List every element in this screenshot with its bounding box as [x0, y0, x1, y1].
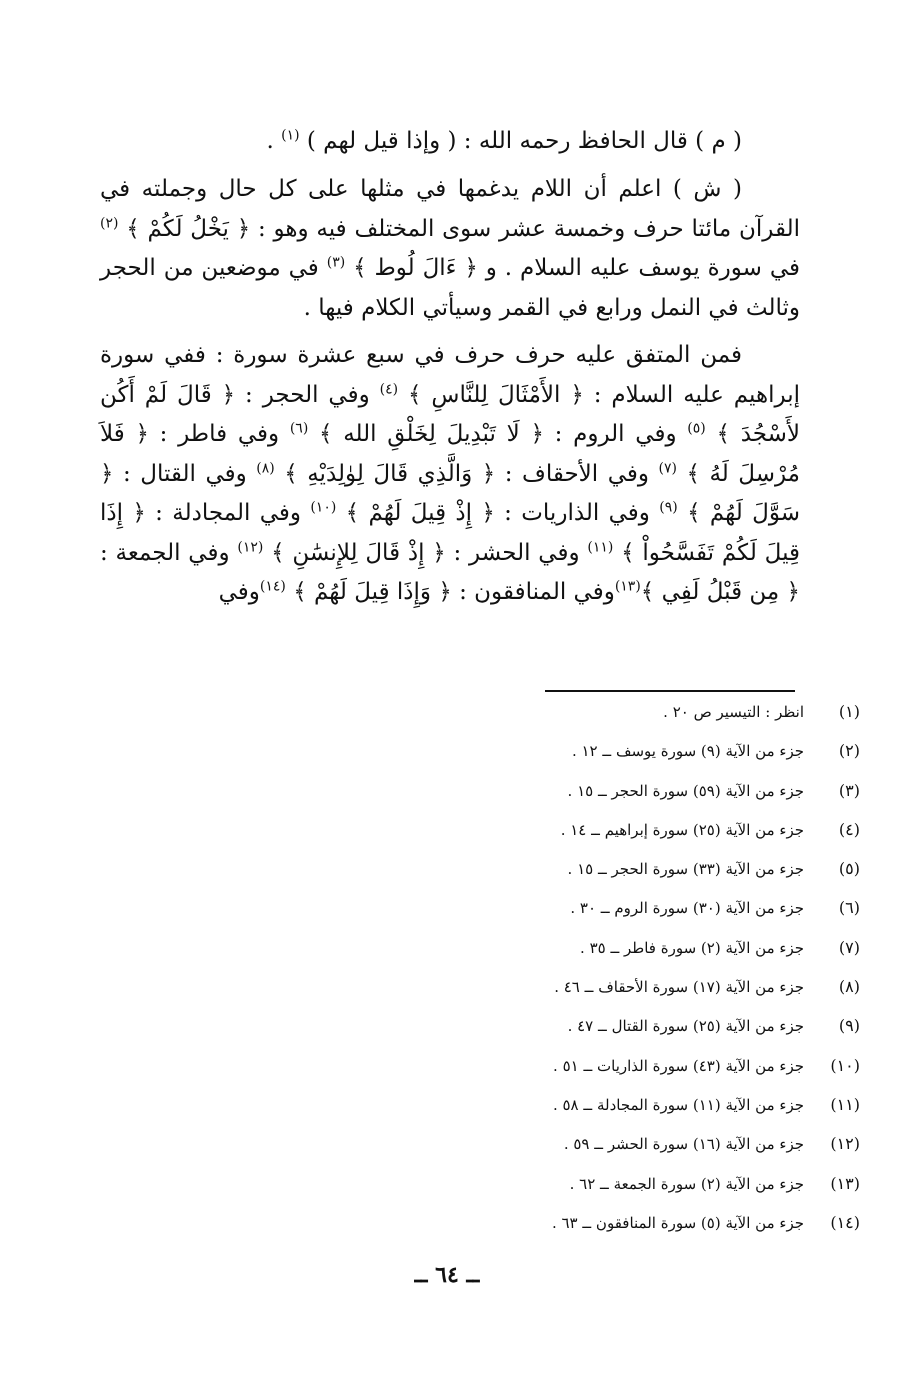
heading-text: ( م ) قال الحافظ رحمه الله : ( وإذا قيل لهم ): [306, 128, 742, 154]
footnote-number: (٧): [838, 937, 860, 957]
footnote-number: (١٢): [830, 1134, 860, 1154]
footnote-number: (١): [838, 702, 860, 721]
paragraph-2-part-9: وفي الحشر : ﴿ إِذْ قَالَ لِلإِنسَٰنِ ﴾: [271, 539, 588, 566]
footnote-item: [340, 702, 860, 741]
footnote-ref-3[interactable]: (٣): [326, 254, 346, 271]
footnote-item: [340, 1134, 860, 1173]
footnote-text: جزء من الآية (٤٣) سورة الذاريات ــ ٥١ .: [553, 1056, 804, 1075]
footnote-number: (٦): [838, 898, 860, 918]
footnote-number: (٩): [838, 1016, 860, 1036]
footnote-item: [340, 820, 860, 859]
paragraph-2-part-5: وفي الأحقاف : ﴿ وَالَّذِي قَالَ لِوٰلِدَيْهِ ﴾: [284, 460, 659, 487]
footnote-text: جزء من الآية (١٦) سورة الحشر ــ ٥٩ .: [563, 1135, 804, 1154]
paragraph-2-part-7: وفي الذاريات : ﴿ إِذْ قِيلَ لَهُمْ ﴾: [345, 500, 660, 526]
footnote-item: [340, 1174, 860, 1213]
paragraph-2-part-2: وفي الحجر : ﴿ قَالَ لَمْ أَكُن لأَسْجُدَ ﴾: [100, 381, 801, 447]
footnote-number: (١١): [830, 1094, 860, 1114]
footnote-ref-4[interactable]: (٤): [379, 380, 399, 397]
paragraph-1-part-2: في سورة يوسف عليه السلام . و ﴿ ءَالَ لُوط ﴾: [353, 255, 801, 281]
footnote-text: جزء من الآية (٢٥) سورة القتال ــ ٤٧ .: [567, 1017, 804, 1036]
footnote-divider: [545, 690, 795, 692]
footnote-item: [340, 1213, 860, 1252]
footnote-text: جزء من الآية (٢) سورة فاطر ــ ٣٥ .: [580, 938, 804, 957]
footnote-item: [340, 898, 860, 937]
footnote-item: [340, 977, 860, 1016]
footnote-ref-6[interactable]: (٦): [289, 420, 309, 437]
paragraph-2-part-10: وفي الجمعة : ﴿ مِن قَبْلُ لَفِي ﴾: [100, 539, 800, 605]
footnote-number: (٤): [838, 819, 860, 839]
footnote-number: (١٣): [830, 1173, 860, 1193]
heading-end: .: [266, 128, 282, 154]
footnote-text: جزء من الآية (٥) سورة المنافقون ــ ٦٣ .: [551, 1213, 804, 1232]
footnote-ref-9[interactable]: (٩): [659, 499, 678, 516]
page-number: ــ ٦٤ ــ: [414, 1262, 480, 1288]
footnote-item: [340, 938, 860, 977]
footnote-ref-11[interactable]: (١١): [587, 538, 614, 555]
footnote-ref-2[interactable]: (٢): [100, 214, 119, 231]
paragraph-2-part-4: وفي فاطر : ﴿ فَلاَ مُرْسِلَ لَهُ ﴾: [100, 421, 801, 487]
footnote-text: جزء من الآية (١١) سورة المجادلة ــ ٥٨ .: [552, 1095, 804, 1114]
footnote-text: جزء من الآية (٢٥) سورة إبراهيم ــ ١٤ .: [560, 820, 804, 839]
page-body: [100, 118, 800, 621]
paragraph-2-part-11: وفي المنافقون : ﴿ وَإِذَا قِيلَ لَهُمْ ﴾: [293, 579, 615, 605]
footnote-ref-12[interactable]: (١٢): [237, 538, 264, 555]
footnote-item: [340, 781, 860, 820]
paragraph-2-part-6: وفي القتال : ﴿ سَوَّلَ لَهُمْ ﴾: [100, 460, 800, 526]
footnote-number: (٨): [838, 977, 860, 997]
footnote-number: (١٠): [830, 1055, 860, 1075]
paragraph-1-part-3: في موضعين من الحجر وثالث في النمل ورابع في القمر وسيأتي الكلام فيها .: [100, 255, 800, 321]
footnote-text: جزء من الآية (٣٣) سورة الحجر ــ ١٥ .: [567, 860, 804, 879]
footnotes-list: [340, 702, 860, 1252]
paragraph-2-part-8: وفي المجادلة : ﴿ إِذَا قِيلَ لَكُمْ تَفَسَّحُواْ ﴾: [100, 500, 801, 566]
footnote-ref-14[interactable]: (١٤): [259, 578, 286, 595]
footnote-ref-1[interactable]: (١): [281, 127, 300, 144]
paragraph-1-part-1: ( ش ) اعلم أن اللام يدغمها في مثلها على كل حال وجملته في القرآن مائتا حرف وخمسة عشر سوى المختلف فيه وهو : ﴿ يَخْلُ لَكُمْ ﴾: [100, 176, 800, 242]
footnote-number: (١٤): [830, 1212, 860, 1232]
footnote-text: انظر : التيسير ص ٢٠ .: [663, 703, 804, 721]
footnote-item: [340, 859, 860, 898]
footnote-ref-5[interactable]: (٥): [687, 420, 706, 437]
footnote-text: جزء من الآية (٥٩) سورة الحجر ــ ١٥ .: [567, 781, 804, 800]
section-heading: [100, 118, 800, 164]
footnote-number: (٥): [838, 859, 860, 879]
footnote-ref-8[interactable]: (٨): [256, 459, 275, 476]
footnote-number: (٣): [838, 780, 860, 800]
paragraph-2-part-3: وفي الروم : ﴿ لَا تَبْدِيلَ لِخَلْقِ الله ﴾: [319, 421, 688, 447]
footnote-ref-7[interactable]: (٧): [658, 459, 677, 476]
footnote-text: جزء من الآية (١٧) سورة الأحقاف ــ ٤٦ .: [554, 978, 804, 997]
footnote-item: [340, 1095, 860, 1134]
paragraph-agreed-letters: [100, 336, 800, 613]
footnote-item: [340, 1056, 860, 1095]
footnote-item: [340, 741, 860, 780]
footnote-text: جزء من الآية (٣٠) سورة الروم ــ ٣٠ .: [570, 899, 804, 918]
paragraph-explanation: [100, 170, 800, 328]
footnote-ref-10[interactable]: (١٠): [310, 499, 337, 516]
paragraph-2-part-12: وفي: [218, 579, 260, 605]
footnote-text: جزء من الآية (٩) سورة يوسف ــ ١٢ .: [571, 742, 804, 761]
footnote-ref-13[interactable]: (١٣): [614, 578, 641, 595]
footnote-number: (٢): [838, 741, 860, 761]
footnote-text: جزء من الآية (٢) سورة الجمعة ــ ٦٢ .: [569, 1174, 804, 1193]
footnote-item: [340, 1016, 860, 1055]
paragraph-2-part-1: فمن المتفق عليه حرف حرف في سبع عشرة سورة : ففي سورة إبراهيم عليه السلام : ﴿ الأَمْثَالَ لِلنَّاسِ ﴾: [100, 342, 800, 408]
